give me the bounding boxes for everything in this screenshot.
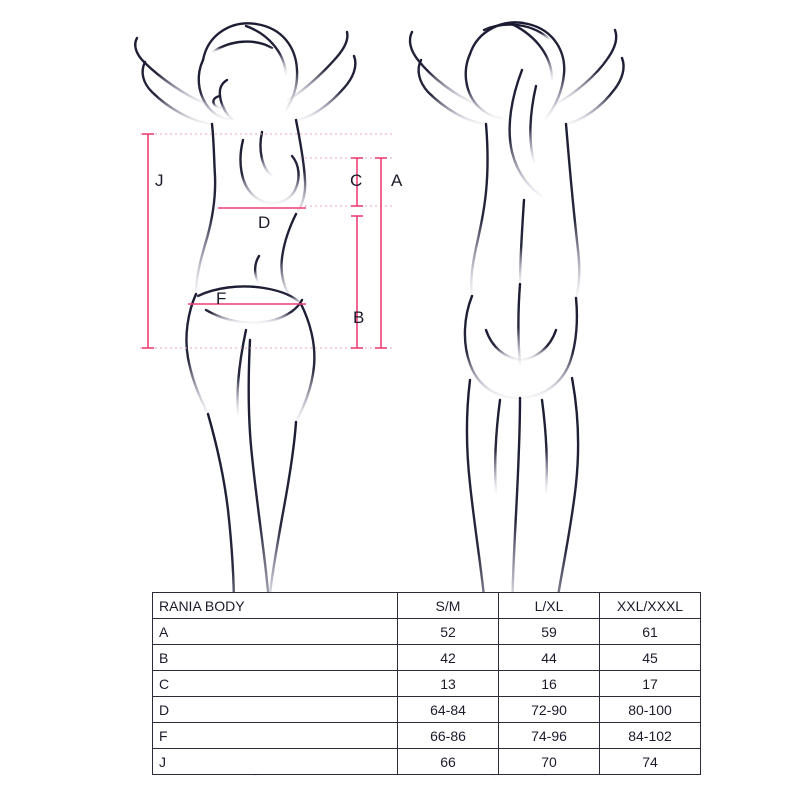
- row-label: J: [153, 749, 398, 775]
- table-row: [153, 671, 701, 697]
- measure-label-C: C: [350, 171, 363, 190]
- table-header-xxl: XXL/XXXL: [600, 593, 701, 619]
- row-value-sm: 13: [398, 671, 499, 697]
- table-row: [153, 697, 701, 723]
- measure-label-A: A: [391, 171, 403, 190]
- row-value-sm: 66-86: [398, 723, 499, 749]
- table-row: [153, 645, 701, 671]
- row-value-xxl: 17: [600, 671, 701, 697]
- row-value-lxl: 59: [499, 619, 600, 645]
- table-header-row: [153, 593, 701, 619]
- row-value-sm: 42: [398, 645, 499, 671]
- row-value-xxl: 45: [600, 645, 701, 671]
- table-header-title: RANIA BODY: [153, 593, 398, 619]
- row-label: D: [153, 697, 398, 723]
- table-row: [153, 619, 701, 645]
- size-table: [152, 592, 701, 775]
- table-header-lxl: L/XL: [499, 593, 600, 619]
- row-label: A: [153, 619, 398, 645]
- row-value-xxl: 80-100: [600, 697, 701, 723]
- measure-label-F: F: [216, 289, 227, 308]
- row-value-lxl: 70: [499, 749, 600, 775]
- row-value-sm: 64-84: [398, 697, 499, 723]
- table-row: [153, 749, 701, 775]
- dimension-lines: [142, 134, 387, 348]
- row-value-xxl: 74: [600, 749, 701, 775]
- table-header-sm: S/M: [398, 593, 499, 619]
- measure-label-J: J: [155, 171, 164, 190]
- row-label: C: [153, 671, 398, 697]
- row-value-lxl: 16: [499, 671, 600, 697]
- row-value-lxl: 72-90: [499, 697, 600, 723]
- row-value-lxl: 44: [499, 645, 600, 671]
- row-label: F: [153, 723, 398, 749]
- measure-label-B: B: [353, 308, 365, 327]
- row-value-sm: 66: [398, 749, 499, 775]
- row-value-lxl: 74-96: [499, 723, 600, 749]
- measure-label-D: D: [258, 213, 271, 232]
- row-value-sm: 52: [398, 619, 499, 645]
- row-value-xxl: 84-102: [600, 723, 701, 749]
- table-row: [153, 723, 701, 749]
- row-value-xxl: 61: [600, 619, 701, 645]
- row-label: B: [153, 645, 398, 671]
